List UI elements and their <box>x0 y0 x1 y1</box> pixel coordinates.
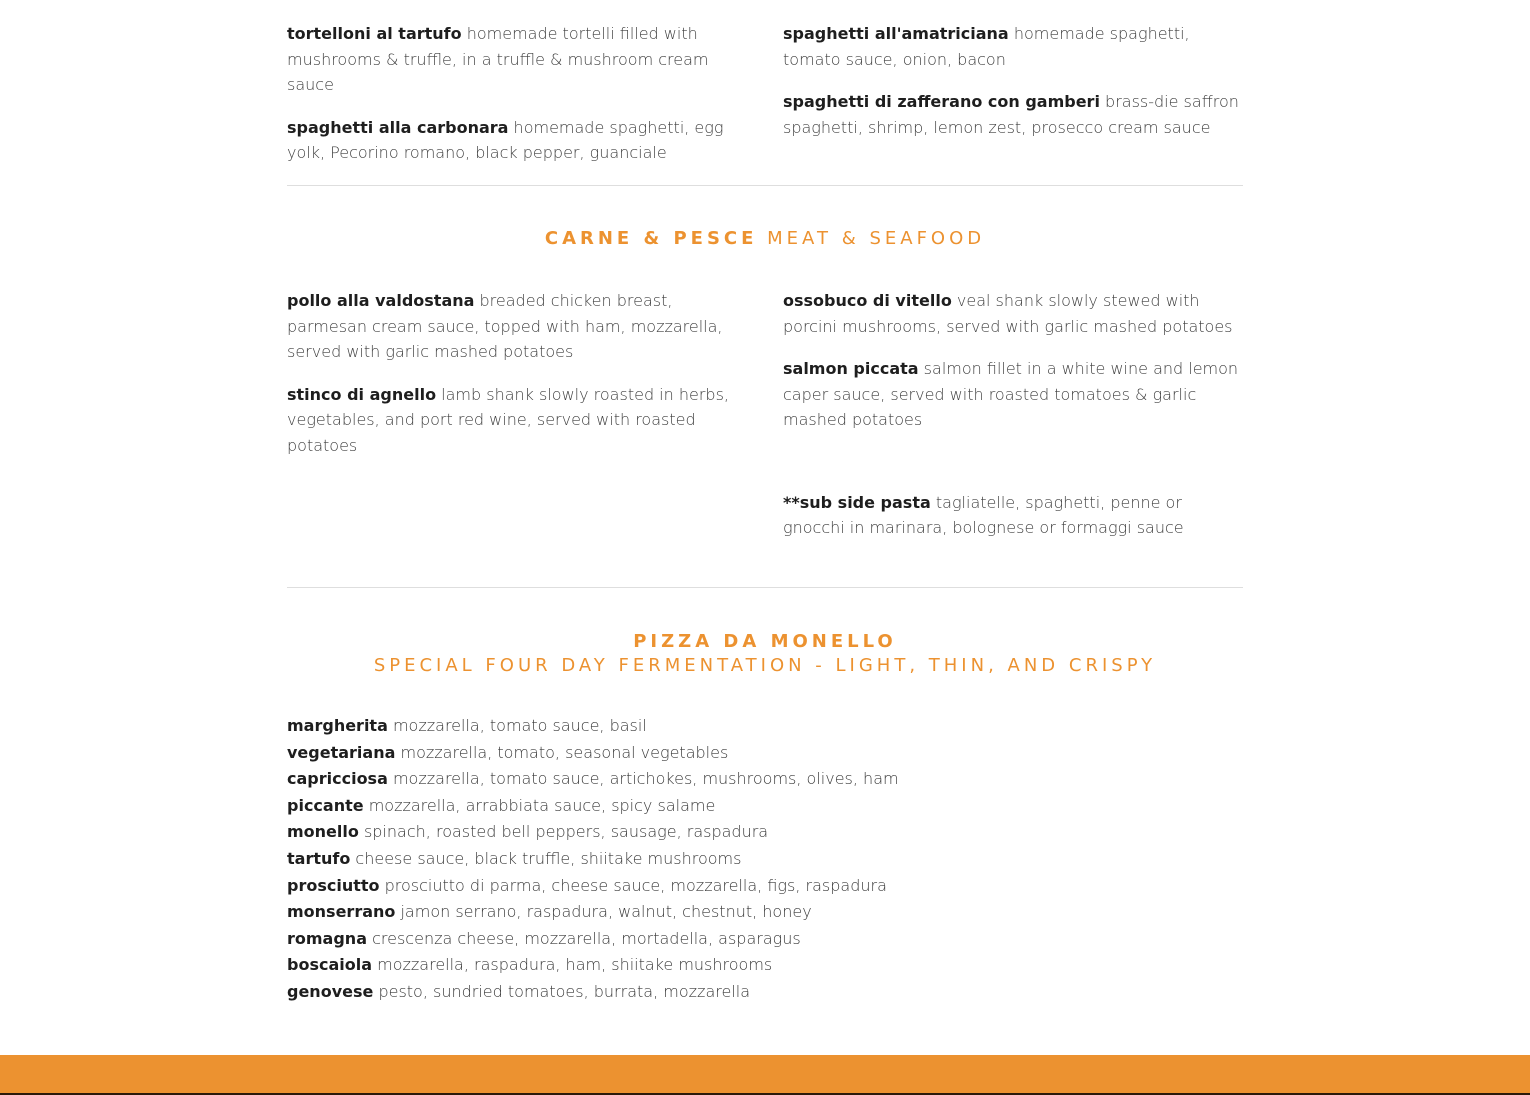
menu-item-name: tortelloni al tartufo <box>287 24 462 43</box>
pizza-name: genovese <box>287 981 374 1001</box>
pizza-description: mozzarella, tomato, seasonal vegetables <box>400 742 729 762</box>
menu-item-name: ossobuco di vitello <box>783 291 952 310</box>
menu-item-description: homemade tortelli filled with mushrooms & truffle, in a truffle & mushroom cream sauce <box>287 24 709 94</box>
menu-item <box>287 382 747 459</box>
heading-italian: CARNE & PESCE <box>544 228 758 249</box>
pasta-left-column <box>287 21 747 183</box>
menu-item-name: pollo alla valdostana <box>287 291 475 310</box>
pizza-subtitle: SPECIAL FOUR DAY FERMENTATION - LIGHT, THIN, AND CRISPY <box>373 655 1157 676</box>
pizza-item <box>287 873 987 900</box>
menu-item-description: salmon fillet in a white wine and lemon caper sauce, served with roasted tomatoes & garlic mashed potatoes <box>783 359 1239 429</box>
menu-item <box>783 89 1243 140</box>
menu-item <box>287 115 747 166</box>
meat-section <box>287 288 1243 558</box>
pizza-item <box>287 766 987 793</box>
menu-item-description: homemade spaghetti, tomato sauce, onion, bacon <box>783 24 1190 69</box>
pizza-item <box>287 819 987 846</box>
pizza-item <box>287 899 987 926</box>
menu-item-name: spaghetti all'amatriciana <box>783 24 1009 43</box>
menu-item-name: **sub side pasta <box>783 492 931 512</box>
pizza-name: boscaiola <box>287 955 373 975</box>
pizza-name: capricciosa <box>287 769 388 789</box>
section-divider <box>287 185 1243 186</box>
pizza-item <box>287 952 987 979</box>
side-pasta-note <box>783 490 1243 541</box>
pasta-right-column <box>783 21 1243 183</box>
section-heading-meat <box>287 228 1243 249</box>
pizza-name: margherita <box>287 716 388 735</box>
pizza-item <box>287 846 987 873</box>
pizza-item <box>287 926 987 953</box>
menu-item-name: stinco di agnello <box>287 384 437 404</box>
meat-left-column <box>287 288 747 558</box>
menu-item-name: spaghetti alla carbonara <box>287 117 509 137</box>
menu-item-description: brass-die saffron spaghetti, shrimp, lemon zest, prosecco cream sauce <box>783 92 1239 137</box>
pizza-name: monserrano <box>287 902 396 922</box>
pizza-description: cheese sauce, black truffle, shiitake mushrooms <box>355 848 742 868</box>
pizza-name: vegetariana <box>287 742 396 762</box>
pizza-item <box>287 740 987 767</box>
pizza-description: mozzarella, tomato sauce, artichokes, mushrooms, olives, ham <box>392 769 899 789</box>
menu-item-description: tagliatelle, spaghetti, penne or gnocchi in marinara, bolognese or formaggi sauce <box>783 492 1184 537</box>
pizza-name: piccante <box>287 795 364 815</box>
menu-item <box>783 21 1243 72</box>
footer-bar <box>0 1055 1530 1093</box>
section-divider <box>287 587 1243 588</box>
menu-item-description: veal shank slowly stewed with porcini mushrooms, served with garlic mashed potatoes <box>783 291 1233 336</box>
menu-item <box>783 356 1243 433</box>
pizza-name: romagna <box>287 928 367 948</box>
pizza-name: monello <box>287 822 359 842</box>
pizza-description: crescenza cheese, mozzarella, mortadella, asparagus <box>372 928 801 948</box>
pasta-section <box>287 21 1243 183</box>
pizza-description: mozzarella, arrabbiata sauce, spicy salame <box>368 795 716 815</box>
meat-columns <box>287 288 1243 558</box>
menu-item-description: breaded chicken breast, parmesan cream sauce, topped with ham, mozzarella, served with garlic mashed potatoes <box>287 291 723 361</box>
menu-item <box>287 21 747 98</box>
pizza-item <box>287 713 987 740</box>
pasta-columns <box>287 21 1243 183</box>
pizza-description: jamon serrano, raspadura, walnut, chestnut, honey <box>400 902 812 922</box>
pizza-item <box>287 793 987 820</box>
pizza-item <box>287 979 987 1006</box>
menu-item-name: spaghetti di zafferano con gamberi <box>783 92 1100 111</box>
pizza-description: mozzarella, raspadura, ham, shiitake mushrooms <box>377 955 773 975</box>
menu-item <box>287 288 747 365</box>
menu-item-description: homemade spaghetti, egg yolk, Pecorino romano, black pepper, guanciale <box>287 117 724 162</box>
pizza-title: PIZZA DA MONELLO <box>633 631 897 652</box>
pizza-description: pesto, sundried tomatoes, burrata, mozzarella <box>378 981 751 1001</box>
menu-item <box>783 288 1243 339</box>
pizza-description: mozzarella, tomato sauce, basil <box>392 716 647 735</box>
pizza-description: prosciutto di parma, cheese sauce, mozzarella, figs, raspadura <box>384 875 887 895</box>
pizza-description: spinach, roasted bell peppers, sausage, raspadura <box>363 822 769 842</box>
pizza-name: prosciutto <box>287 875 380 895</box>
menu-item-description: lamb shank slowly roasted in herbs, vegetables, and port red wine, served with roasted potatoes <box>287 384 729 455</box>
heading-english: MEAT & SEAFOOD <box>767 228 986 249</box>
pizza-list <box>287 713 987 1006</box>
section-heading-pizza <box>287 630 1243 678</box>
meat-right-column <box>783 288 1243 558</box>
menu-item-name: salmon piccata <box>783 359 919 378</box>
pizza-name: tartufo <box>287 848 351 868</box>
